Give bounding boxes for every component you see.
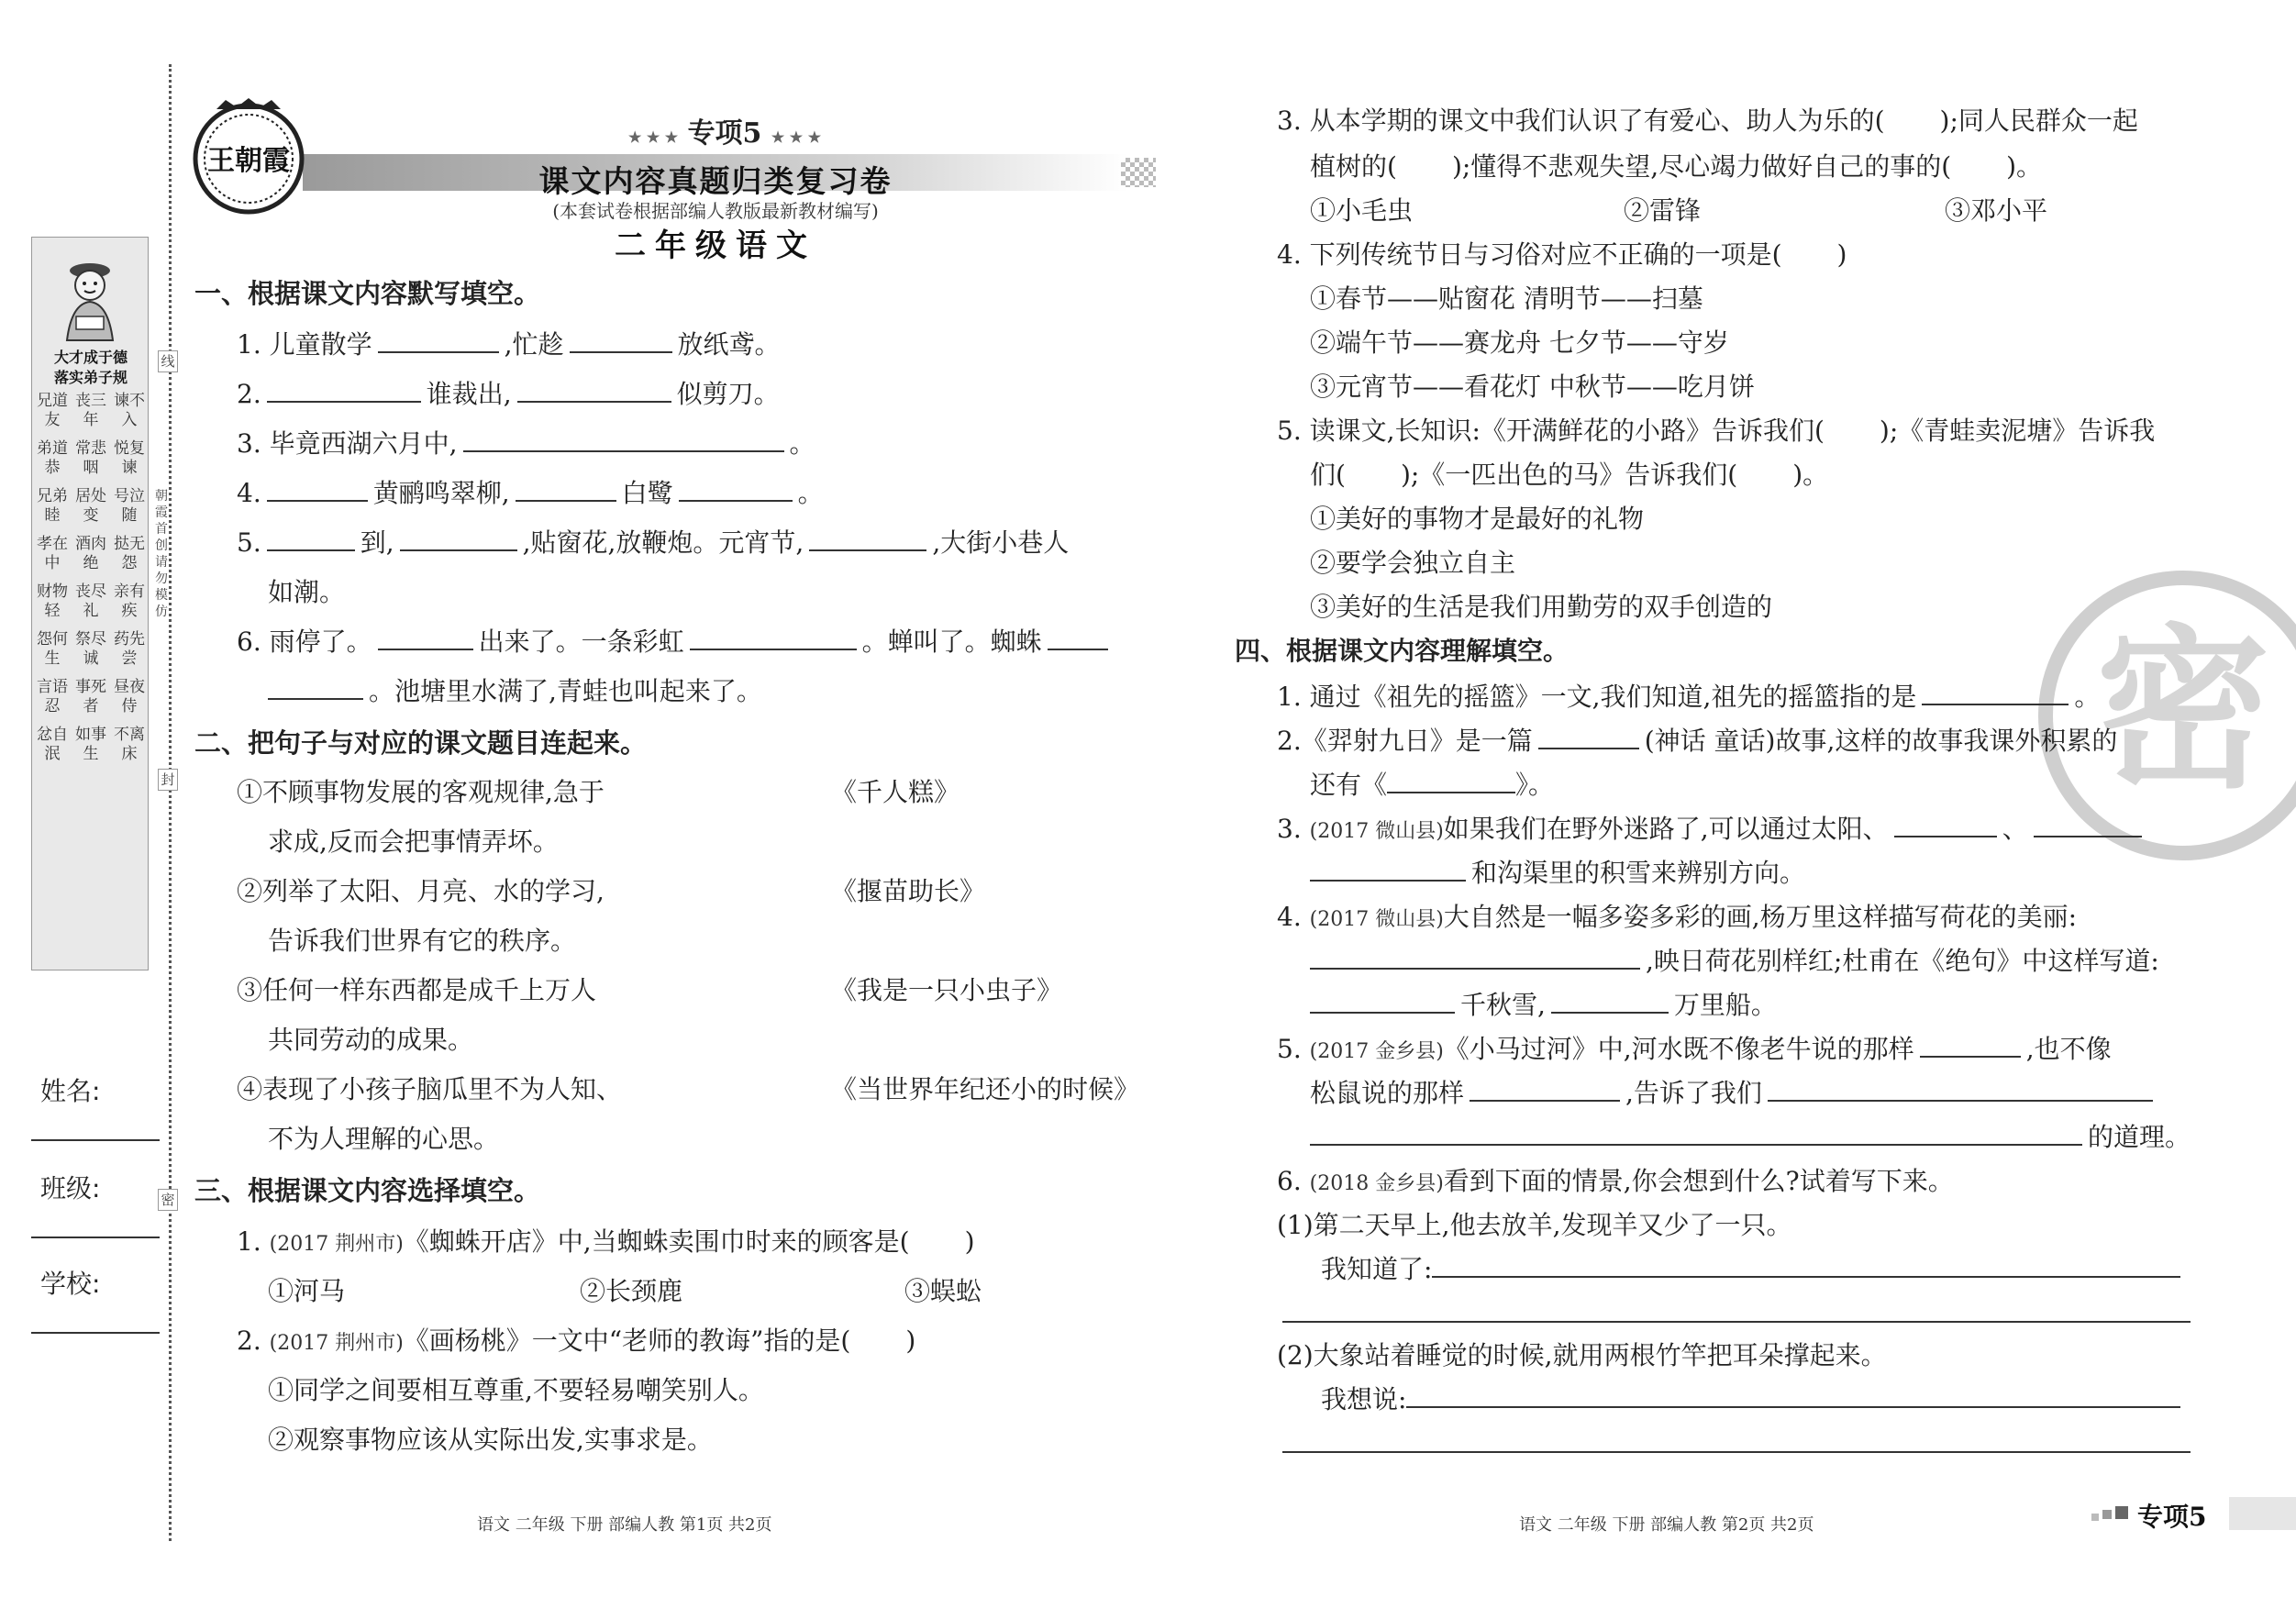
q-text: 白鹭 <box>621 478 673 508</box>
answer-blank[interactable] <box>516 476 616 502</box>
footer-subject-tag: 专项5 <box>2137 1502 2207 1532</box>
answer-blank[interactable] <box>1310 944 1640 970</box>
verse-col: 药先尝 <box>114 630 145 668</box>
verse-col: 丧三年 <box>75 392 106 429</box>
verse-row <box>36 439 146 478</box>
q-text: 松鼠说的那样 <box>1310 1078 1465 1108</box>
class-label: 班级: <box>40 1173 101 1203</box>
q-text: 4. <box>1277 902 1302 932</box>
s4-question-4 <box>1277 899 2077 938</box>
r-question-4 <box>1277 237 1847 273</box>
answer-blank[interactable] <box>1920 1032 2021 1058</box>
section-3-heading: 三、根据课文内容选择填空。 <box>194 1175 541 1206</box>
answer-blank[interactable] <box>1310 856 1466 882</box>
r-q4-option-3[interactable]: ③元宵节——看花灯 中秋节——吃月饼 <box>1310 372 1755 402</box>
match-title-1[interactable]: 《千人糕》 <box>831 777 960 807</box>
verse-col: 酒肉绝 <box>75 535 106 572</box>
q-text: ,映日荷花别样红;杜甫在《绝句》中这样写道: <box>1646 946 2159 976</box>
q-text: 1. 儿童散学 <box>237 329 372 360</box>
s1-question-6-cont <box>268 673 762 710</box>
s4-question-4-cont <box>1310 943 2159 980</box>
q-text: 2. <box>237 1325 261 1356</box>
r-q3-option-2[interactable]: ②雷锋 <box>1624 195 1702 226</box>
page-title: 课文内容真题归类复习卷 <box>538 163 893 199</box>
verse-col: 祭尽诚 <box>75 630 106 668</box>
question-source: (2017 微山县) <box>1309 908 1444 931</box>
q-text: 5. 读课文,长知识:《开满鲜花的小路》告诉我们( <box>1277 416 1825 446</box>
answer-blank[interactable] <box>267 377 421 403</box>
section-4-heading: 四、根据课文内容理解填空。 <box>1235 636 1569 666</box>
answer-blank[interactable] <box>1432 1252 2180 1278</box>
q-text: 我想说: <box>1321 1384 1407 1414</box>
q-text: ,贴窗花,放鞭炮。元宵节, <box>522 527 804 558</box>
match-title-2[interactable]: 《揠苗助长》 <box>831 876 986 906</box>
answer-blank[interactable] <box>400 526 517 551</box>
r-q4-option-2[interactable]: ②端午节——赛龙舟 七夕节——守岁 <box>1310 327 1729 358</box>
q-text: ,告诉了我们 <box>1625 1078 1762 1108</box>
footer-left-page-info: 语文 二年级 下册 部编人教 第1页 共2页 <box>477 1515 772 1535</box>
seal-label-xian: 线 <box>158 350 178 372</box>
answer-blank[interactable] <box>1387 768 1515 793</box>
question-source: (2017 金乡县) <box>1309 1040 1444 1063</box>
s3-question-2 <box>237 1323 915 1362</box>
binding-dotted-line <box>169 64 172 1541</box>
s4-question-5 <box>1277 1031 2112 1070</box>
q-text: 我知道了: <box>1321 1254 1433 1284</box>
q-text: 们( <box>1310 460 1346 490</box>
verse-col: 悦复谏 <box>114 439 145 477</box>
r-question-3 <box>1277 103 2138 139</box>
r-q5-option-1[interactable]: ①美好的事物才是最好的礼物 <box>1310 504 1645 534</box>
s3-q2-option-2[interactable]: ②观察事物应该从实际出发,实事求是。 <box>268 1425 713 1455</box>
answer-blank[interactable] <box>268 674 363 700</box>
s4-question-4-cont-2 <box>1310 987 1777 1024</box>
s1-question-5-cont: 如潮。 <box>268 577 346 607</box>
r-q3-option-3[interactable]: ③邓小平 <box>1945 195 2048 226</box>
q-text: 《画杨桃》一文中“老师的教诲”指的是( <box>403 1325 851 1356</box>
s1-question-3 <box>237 426 815 462</box>
verse-row <box>36 582 146 621</box>
verse-col: 丧尽礼 <box>75 582 106 620</box>
r-q4-option-1[interactable]: ①春节——贴窗花 清明节——扫墓 <box>1310 283 1703 314</box>
page-subtitle: (本套试卷根据部编人教版最新教材编写) <box>552 200 879 222</box>
verse-col: 兄道友 <box>37 392 68 429</box>
answer-blank[interactable] <box>570 327 672 353</box>
s1-question-6 <box>237 624 1114 660</box>
verse-row <box>36 487 146 526</box>
q-text: )。 <box>1792 460 1829 490</box>
verse-col: 事死者 <box>75 678 106 715</box>
q-text: );《青蛙卖泥塘》告诉我 <box>1879 416 2156 446</box>
s4-question-6 <box>1277 1163 1954 1203</box>
r-q5-option-3[interactable]: ③美好的生活是我们用勤劳的双手创造的 <box>1310 592 1773 622</box>
answer-blank[interactable] <box>463 427 784 452</box>
match-title-4[interactable]: 《当世界年纪还小的时候》 <box>831 1074 1140 1104</box>
q-text: 。 <box>789 428 815 459</box>
match-item-2-line-2: 告诉我们世界有它的秩序。 <box>268 926 577 956</box>
verse-col: 弟道恭 <box>37 439 68 477</box>
s1-question-1 <box>237 327 781 363</box>
q-text: 的道理。 <box>2088 1122 2191 1152</box>
verse-col: 亲有疾 <box>114 582 145 620</box>
answer-blank[interactable] <box>2034 812 2142 837</box>
section-2-heading: 二、把句子与对应的课文题目连起来。 <box>194 727 648 759</box>
verse-row <box>36 535 146 573</box>
verse-col: 居处变 <box>75 487 106 525</box>
brand-seal-logo <box>189 96 308 216</box>
q-text: );《一匹出色的马》告诉我们( <box>1400 460 1738 490</box>
s3-q1-option-2[interactable]: ②长颈鹿 <box>580 1276 683 1306</box>
footer-squares-icon <box>2091 1504 2132 1523</box>
q-text: 《蜘蛛开店》中,当蜘蛛卖围巾时来的顾客是( <box>403 1226 910 1257</box>
verse-col: 谏不入 <box>114 392 145 429</box>
verse-col: 忿自泯 <box>37 726 68 763</box>
s3-q2-option-1[interactable]: ①同学之间要相互尊重,不要轻易嘲笑别人。 <box>268 1375 764 1405</box>
verse-row <box>36 392 146 430</box>
question-source: (2018 金乡县) <box>1309 1172 1444 1195</box>
q-text: 。池塘里水满了,青蛙也叫起来了。 <box>369 676 762 706</box>
s4-q6-scene-2-answer <box>1321 1381 2186 1418</box>
watermark-text: 密 <box>2095 607 2271 812</box>
q-text: 千秋雪, <box>1460 990 1546 1020</box>
q-text: 4. <box>237 478 261 508</box>
verse-col: 怨何生 <box>37 630 68 668</box>
answer-blank[interactable] <box>1538 724 1639 749</box>
match-title-3[interactable]: 《我是一只小虫子》 <box>831 975 1063 1005</box>
footer-right-page-info: 语文 二年级 下册 部编人教 第2页 共2页 <box>1519 1515 1814 1535</box>
q-text: ) <box>964 1226 975 1257</box>
q-text: 如果我们在野外迷路了,可以通过太阳、 <box>1443 814 1889 844</box>
answer-blank[interactable] <box>809 526 926 551</box>
question-source: (2017 荆州市) <box>269 1233 404 1256</box>
q-text: 谁裁出, <box>426 379 512 409</box>
verse-col: 号泣随 <box>114 487 145 525</box>
class-field[interactable] <box>31 1237 160 1238</box>
q-text: ,忙趁 <box>504 329 564 360</box>
q-text: 2.《羿射九日》是一篇 <box>1277 726 1533 756</box>
answer-blank[interactable] <box>378 625 473 650</box>
seal-label-feng: 封 <box>158 769 178 791</box>
stars-right-icon: ★ ★ ★ <box>771 128 822 146</box>
r-question-5-cont <box>1310 457 1828 494</box>
q-text: (神话 童话)故事,这样的故事我课外积累的 <box>1644 726 2118 756</box>
q-text: 。蝉叫了。蜘蛛 <box>861 627 1042 657</box>
verse-col: 不离床 <box>114 726 145 763</box>
answer-blank[interactable] <box>1310 988 1455 1014</box>
s3-question-1 <box>237 1224 975 1263</box>
q-text: 5. <box>237 527 261 558</box>
q-text: 、 <box>2002 814 2028 844</box>
school-label: 学校: <box>40 1269 101 1299</box>
dizigui-verses <box>36 392 146 773</box>
q-text: 4. 下列传统节日与习俗对应不正确的一项是( <box>1277 239 1782 270</box>
answer-blank[interactable] <box>1470 1076 1620 1102</box>
verse-col: 财物轻 <box>37 582 68 620</box>
s4-question-2 <box>1277 723 2117 760</box>
brand-logo-text: 王朝霞 <box>207 145 290 177</box>
q-text: 植树的( <box>1310 151 1397 182</box>
s1-question-2 <box>237 376 780 413</box>
q-text: 《小马过河》中,河水既不像老牛说的那样 <box>1443 1034 1914 1064</box>
q-text: 3. 毕竟西湖六月中, <box>237 428 458 459</box>
verse-col: 昼夜侍 <box>114 678 145 715</box>
match-item-4-line-1[interactable]: ④表现了小孩子脑瓜里不为人知、 <box>237 1074 623 1104</box>
s4-question-3-cont <box>1310 855 1805 892</box>
school-field[interactable] <box>31 1332 160 1334</box>
s4-question-3 <box>1277 811 2147 850</box>
q-text: 万里船。 <box>1673 990 1777 1020</box>
q-text: 放纸鸢。 <box>677 329 781 360</box>
subject-tag-label: 专项5 <box>687 117 762 150</box>
r-question-3-cont <box>1310 149 2042 185</box>
q-text: 5. <box>1277 1034 1302 1064</box>
verse-row <box>36 726 146 764</box>
q-text: 3. <box>1277 814 1302 844</box>
question-source: (2017 微山县) <box>1309 820 1444 843</box>
q-text: 。 <box>797 478 824 508</box>
answer-blank[interactable] <box>517 377 671 403</box>
answer-blank[interactable] <box>1048 625 1108 650</box>
match-item-3-line-2: 共同劳动的成果。 <box>268 1025 474 1055</box>
q-text: 和沟渠里的积雪来辨别方向。 <box>1471 858 1806 888</box>
verse-row <box>36 678 146 716</box>
section-1-heading: 一、根据课文内容默写填空。 <box>194 278 541 309</box>
match-item-2-line-1[interactable]: ②列举了太阳、月亮、水的学习, <box>237 876 605 906</box>
answer-line[interactable] <box>1282 1427 2191 1453</box>
answer-blank[interactable] <box>690 625 857 650</box>
checker-decoration <box>1121 158 1156 187</box>
verse-col: 兄弟睦 <box>37 487 68 525</box>
q-text: 6. 雨停了。 <box>237 627 372 657</box>
answer-blank[interactable] <box>267 476 368 502</box>
scholar-portrait-icon <box>39 243 140 344</box>
r-q3-option-1[interactable]: ①小毛虫 <box>1310 195 1414 226</box>
r-question-5 <box>1277 413 2155 449</box>
q-text: 》。 <box>1515 770 1555 800</box>
q-text: ) <box>1836 239 1847 270</box>
motto-line-1: 大才成于德 <box>53 349 128 366</box>
question-source: (2017 荆州市) <box>269 1332 404 1355</box>
q-text: 黄鹂鸣翠柳, <box>372 478 510 508</box>
q-text: 6. <box>1277 1166 1302 1196</box>
match-item-4-line-2: 不为人理解的心思。 <box>268 1124 500 1154</box>
answer-blank[interactable] <box>1406 1382 2180 1408</box>
q-text: ,也不像 <box>2025 1034 2112 1064</box>
verse-col: 孝在中 <box>37 535 68 572</box>
verse-col: 如事生 <box>75 726 106 763</box>
match-item-3-line-1[interactable]: ③任何一样东西都是成千上万人 <box>237 975 597 1005</box>
answer-line[interactable] <box>1282 1297 2191 1323</box>
s4-q6-scene-2: (2)大象站着睡觉的时候,就用两根竹竿把耳朵撑起来。 <box>1277 1340 1887 1370</box>
stars-left-icon: ★ ★ ★ <box>627 128 679 146</box>
answer-blank[interactable] <box>1922 680 2069 705</box>
match-item-1-line-1[interactable]: ①不顾事物发展的客观规律,急于 <box>237 777 605 807</box>
s4-question-1 <box>1277 679 2100 715</box>
q-text: 1. <box>237 1226 261 1257</box>
sidebar-panel <box>31 237 149 970</box>
q-text: );懂得不悲观失望,尽心竭力做好自己的事的( <box>1451 151 1952 182</box>
s4-question-5-cont <box>1310 1075 2158 1112</box>
q-text: 3. 从本学期的课文中我们认识了有爱心、助人为乐的( <box>1277 105 1885 136</box>
answer-blank[interactable] <box>1551 988 1669 1014</box>
verse-col: 常悲咽 <box>75 439 106 477</box>
q-text: 大自然是一幅多姿多彩的画,杨万里这样描写荷花的美丽: <box>1443 902 2078 932</box>
q-text: 到, <box>360 527 394 558</box>
s4-question-5-cont-2 <box>1310 1119 2191 1156</box>
s1-question-4 <box>237 475 824 512</box>
q-text: 2. <box>237 379 261 409</box>
verse-row <box>36 630 146 669</box>
answer-blank[interactable] <box>1894 812 1997 837</box>
q-text: )。 <box>2006 151 2043 182</box>
s4-q6-scene-1-answer <box>1321 1251 2186 1288</box>
answer-blank[interactable] <box>679 476 793 502</box>
s4-question-2-cont <box>1310 767 1554 804</box>
answer-blank[interactable] <box>1768 1076 2153 1102</box>
answer-blank[interactable] <box>1310 1120 2082 1146</box>
q-text: );同人民群众一起 <box>1939 105 2138 136</box>
verse-col: 挞无怨 <box>114 535 145 572</box>
name-label: 姓名: <box>40 1076 101 1106</box>
grade-title: 二年级语文 <box>615 227 816 264</box>
answer-blank[interactable] <box>378 327 499 353</box>
motto-line-2: 落实弟子规 <box>53 369 128 386</box>
seal-label-mi: 密 <box>158 1189 178 1211</box>
q-text: ) <box>905 1325 916 1356</box>
footer-bar <box>2229 1497 2296 1530</box>
q-text: 。 <box>2074 682 2101 712</box>
s4-q6-scene-1: (1)第二天早上,他去放羊,发现羊又少了一只。 <box>1277 1210 1792 1240</box>
verse-col: 言语忍 <box>37 678 68 715</box>
answer-blank[interactable] <box>267 526 355 551</box>
q-text: 还有《 <box>1310 770 1388 800</box>
name-field[interactable] <box>31 1139 160 1141</box>
s1-question-5 <box>237 525 1069 561</box>
q-text: 1. 通过《祖先的摇篮》一文,我们知道,祖先的摇篮指的是 <box>1277 682 1917 712</box>
q-text: ,大街小巷人 <box>932 527 1070 558</box>
q-text: 看到下面的情景,你会想到什么?试着写下来。 <box>1443 1166 1954 1196</box>
match-item-1-line-2: 求成,反而会把事情弄坏。 <box>268 826 559 857</box>
q-text: 似剪刀。 <box>676 379 780 409</box>
copyright-notice: 朝霞首创 请勿模仿 <box>155 489 168 619</box>
q-text: 出来了。一条彩虹 <box>478 627 684 657</box>
s3-q1-option-1[interactable]: ①河马 <box>268 1276 346 1306</box>
subject-tag <box>624 110 826 150</box>
s3-q1-option-3[interactable]: ③蜈蚣 <box>904 1276 982 1306</box>
r-q5-option-2[interactable]: ②要学会独立自主 <box>1310 548 1516 578</box>
